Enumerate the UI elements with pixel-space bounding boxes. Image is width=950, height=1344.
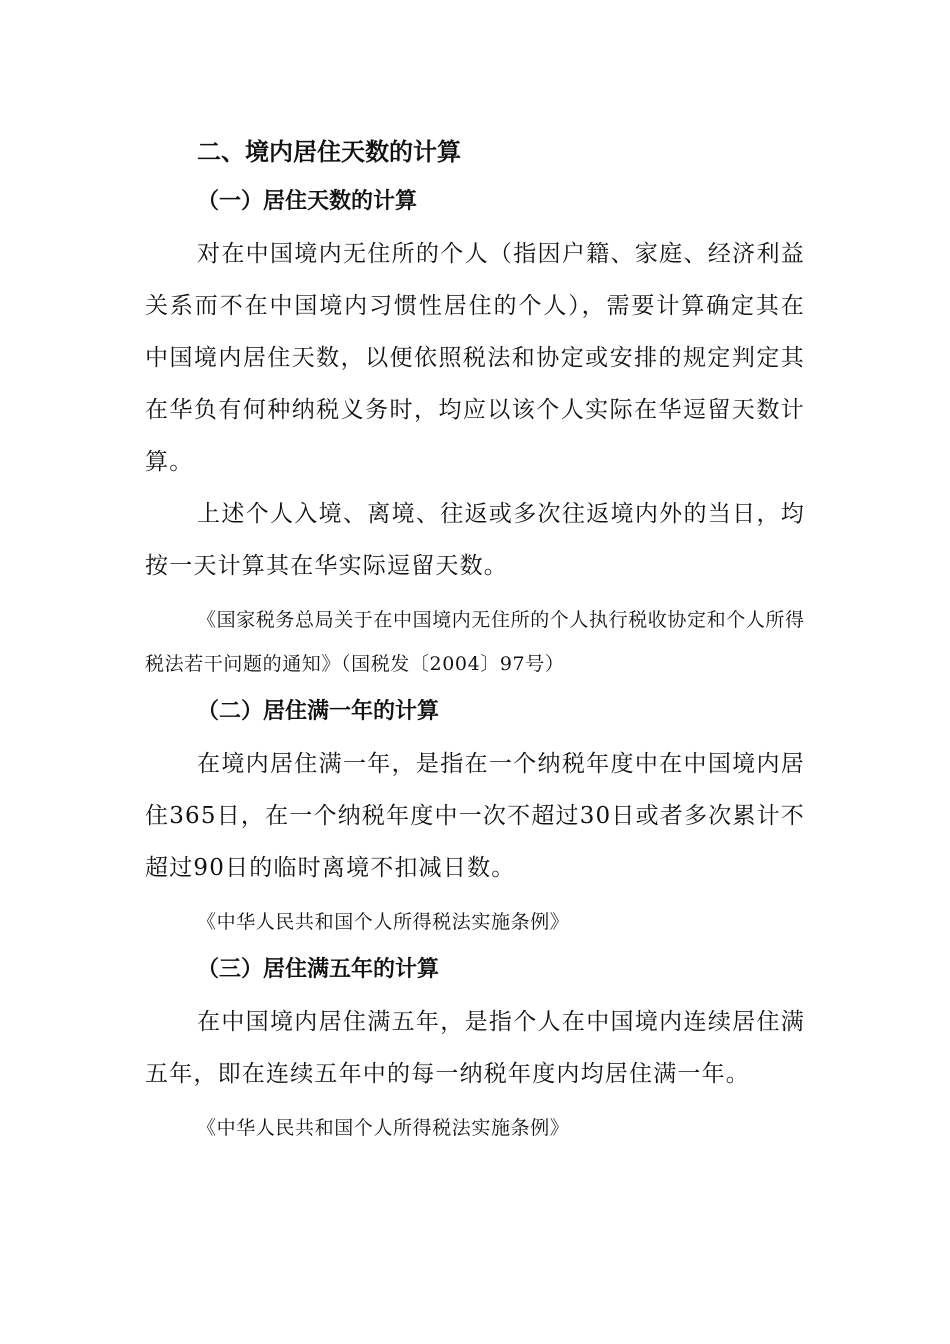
section-1-paragraph-2: 上述个人入境、离境、往返或多次往返境内外的当日，均按一天计算其在华实际逗留天数。: [145, 501, 805, 579]
main-heading: 二、境内居住天数的计算: [197, 138, 461, 166]
section-2-paragraph-1: 在境内居住满一年，是指在一个纳税年度中在中国境内居住365日，在一个纳税年度中一次不超过30日或者多次累计不超过90日的临时离境不扣减日数。: [145, 751, 805, 881]
section-3-paragraph-1: 在中国境内居住满五年，是指个人在中国境内连续居住满五年，即在连续五年中的每一纳税年度内均居住满一年。: [145, 1009, 805, 1087]
section-2-source: 《中华人民共和国个人所得税法实施条例》: [197, 911, 570, 933]
section-1-heading: （一）居住天数的计算: [197, 189, 418, 214]
section-3-heading: （三）居住满五年的计算: [197, 957, 440, 982]
section-3-source: 《中华人民共和国个人所得税法实施条例》: [197, 1117, 570, 1139]
section-2-heading: （二）居住满一年的计算: [197, 699, 440, 724]
document-page: [145, 128, 805, 1150]
section-1-paragraph-1: 对在中国境内无住所的个人（指因户籍、家庭、经济利益关系而不在中国境内习惯性居住的个人），需要计算确定其在中国境内居住天数，以便依照税法和协定或安排的规定判定其在华负有何种纳税义务时，均应以该个人实际在华逗留天数计算。: [145, 241, 805, 475]
section-1-source: 《国家税务总局关于在中国境内无住所的个人执行税收协定和个人所得税法若干问题的通知》（国税发〔2004〕97号）: [145, 609, 805, 675]
